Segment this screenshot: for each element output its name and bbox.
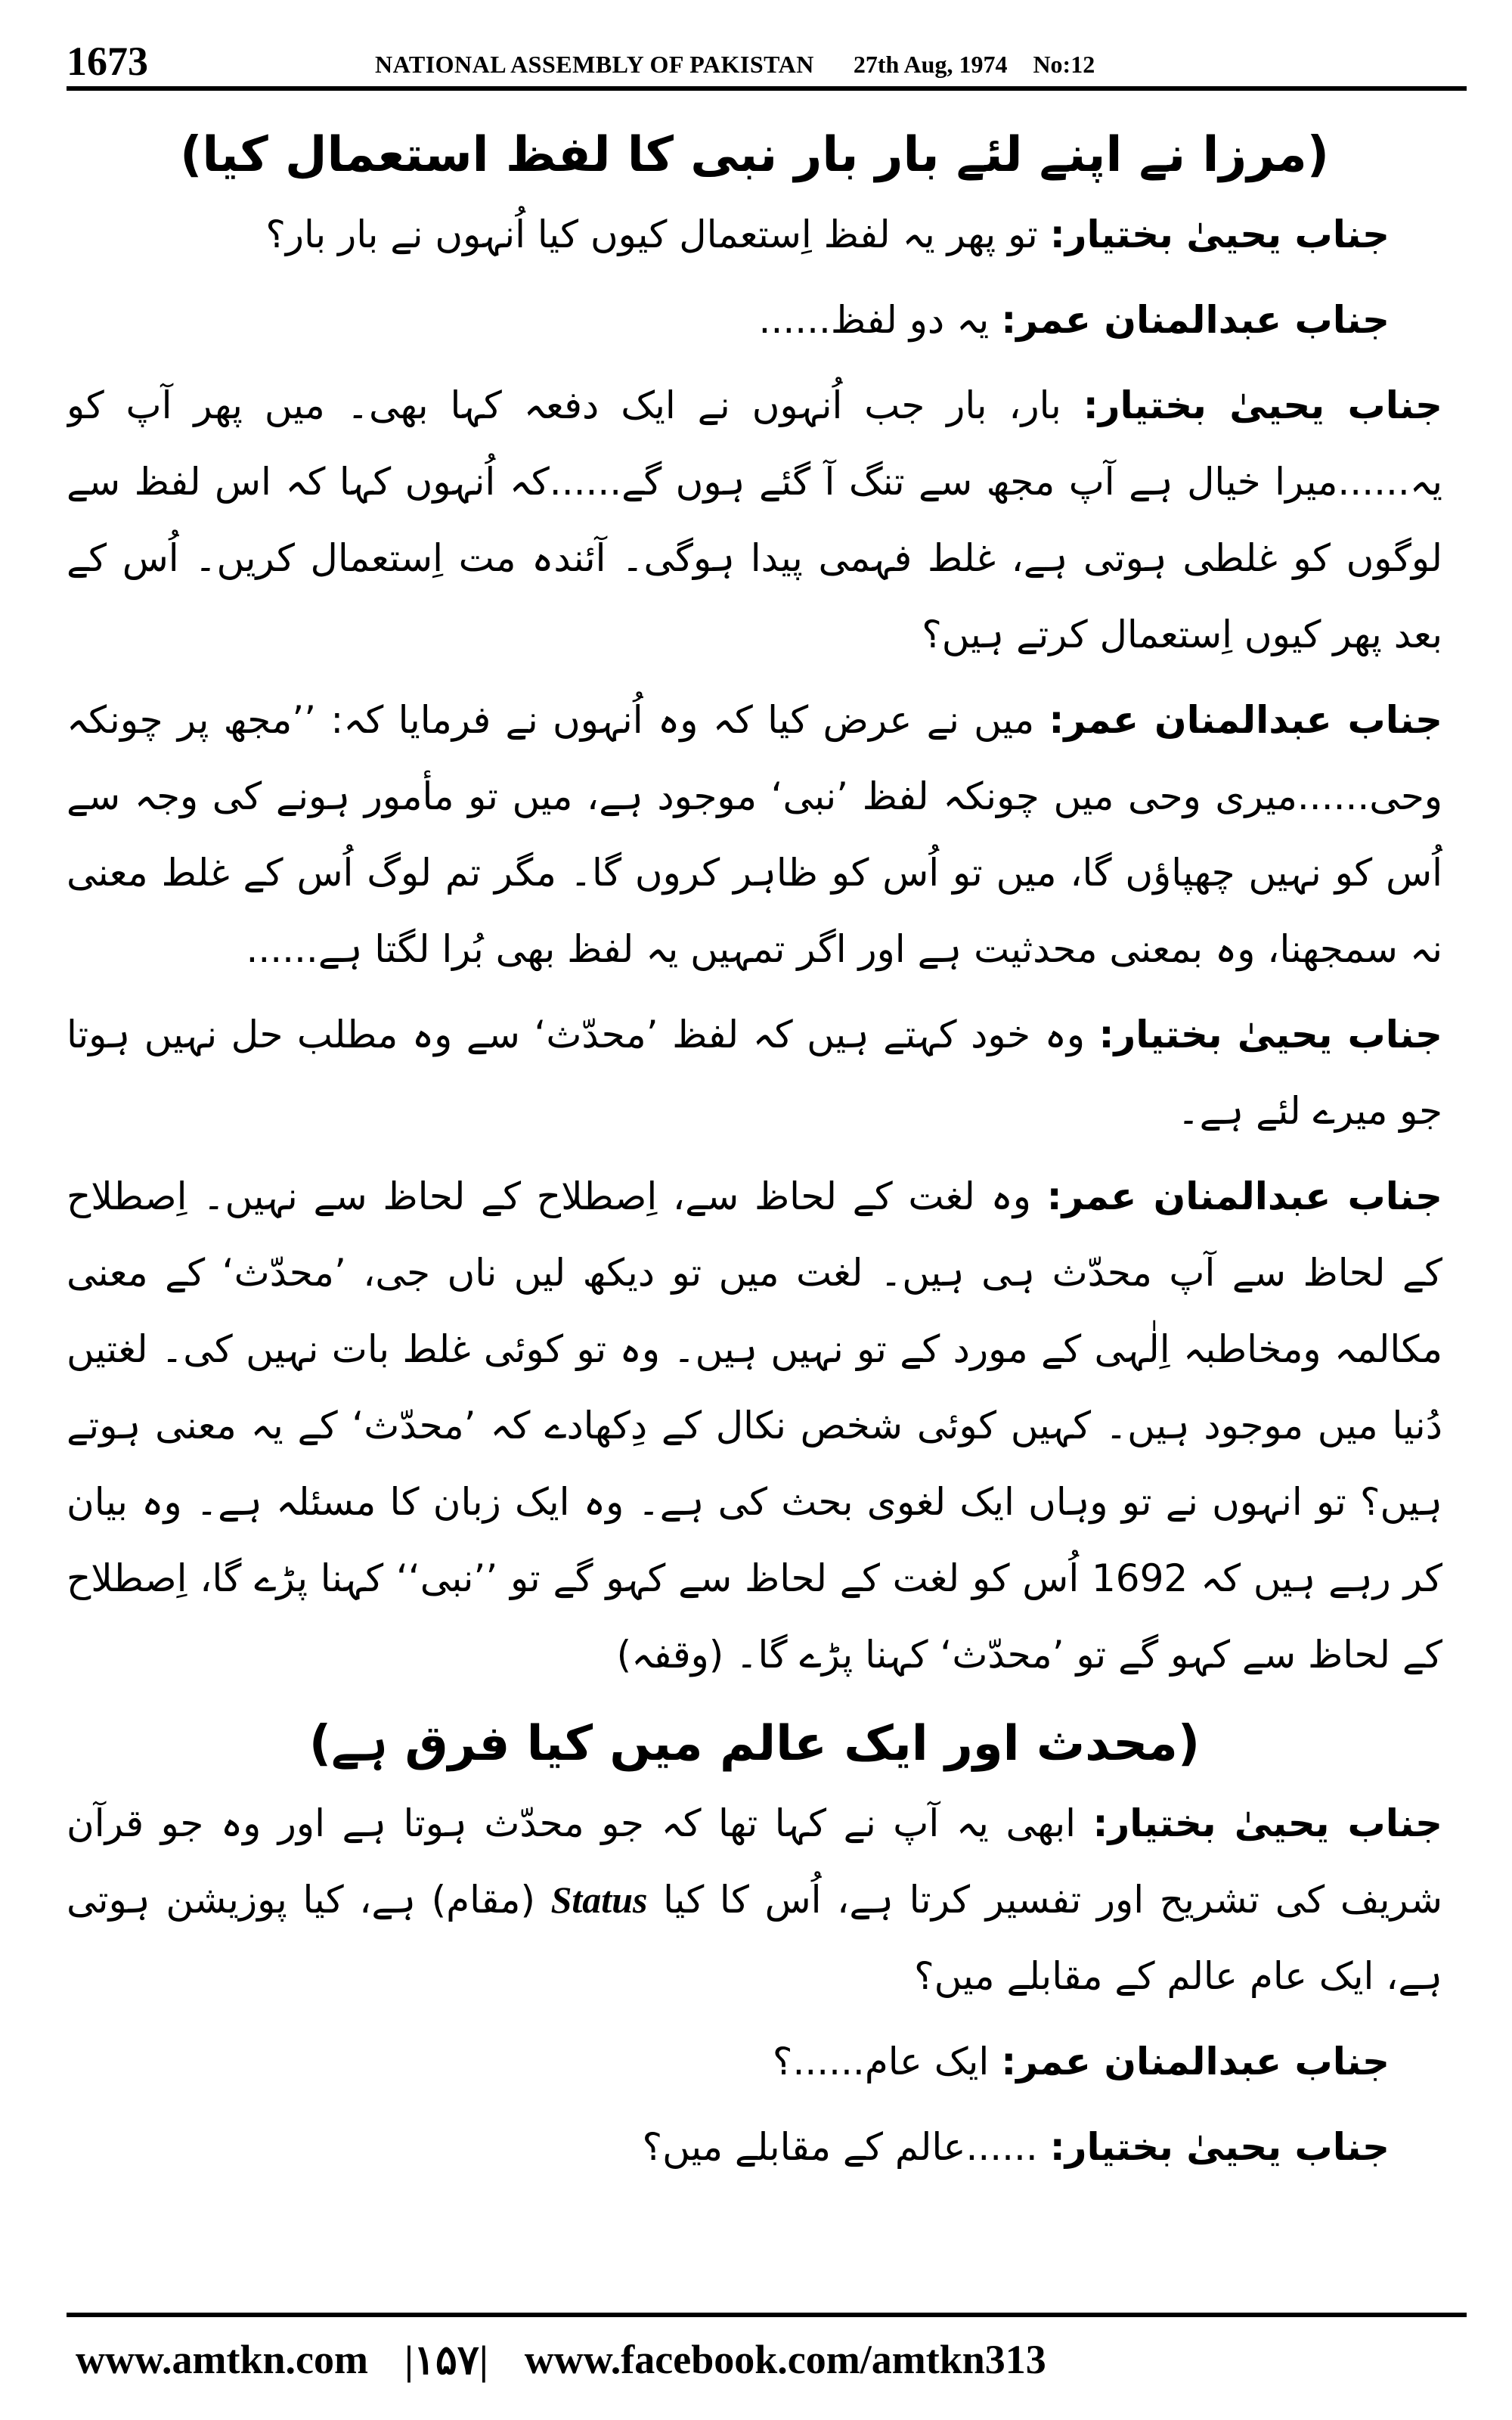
dialogue-text: بار، بار جب اُنہوں نے ایک دفعہ کہا بھی۔ میں پھر آپ کو یہ......میرا خیال ہے آپ مجھ سے تنگ آ گئے ہوں گے......کہ اُنہوں کہا کہ اس لفظ سے لوگوں کو غلطی ہوتی ہے، غلط فہمی پیدا ہوگی۔ آئندہ مت اِستعمال کریں۔ اُس کے بعد پھر کیوں اِستعمال کرتے ہیں؟ — [67, 383, 1442, 656]
section-heading: (مرزا نے اپنے لئے بار بار نبی کا لفظ استعمال کیا) — [180, 127, 1329, 183]
footer-facebook-link[interactable]: www.facebook.com/amtkn313 — [524, 2337, 1046, 2382]
speaker-name: جناب عبدالمنان عمر: — [1001, 298, 1390, 342]
section-heading: (محدث اور ایک عالم میں کیا فرق ہے) — [308, 1716, 1201, 1772]
dialogue-text: ایک عام......؟ — [772, 2040, 1002, 2083]
dialogue-text: میں نے عرض کیا کہ وہ اُنہوں نے فرمایا کہ: ’’مجھ پر چونکہ وحی......میری وحی میں چونکہ لفظ ’نبی‘ موجود ہے، میں تو مأمور ہونے کی وجہ سے اُس کو نہیں چھپاؤں گا، میں تو اُس کو ظاہر کروں گا۔ مگر تم لوگ اُس کے غلط معنی نہ سمجھنا، وہ بمعنی محدثیت ہے اور اگر تمہیں یہ لفظ بھی بُرا لگتا ہے...... — [67, 698, 1442, 971]
dialogue-paragraph — [67, 1159, 1442, 1693]
speaker-name: جناب عبدالمنان عمر: — [1049, 698, 1442, 742]
dialogue-paragraph — [67, 2109, 1442, 2186]
dialogue-paragraph — [67, 2024, 1442, 2100]
english-term: Status — [550, 1879, 648, 1921]
dialogue-paragraph — [67, 282, 1442, 358]
header-title: NATIONAL ASSEMBLY OF PAKISTAN — [375, 51, 814, 78]
dialogue-text: ......عالم کے مقابلے میں؟ — [642, 2125, 1050, 2169]
speaker-name: جناب یحییٰ بختیار: — [1092, 1801, 1442, 1845]
header-divider — [67, 86, 1467, 91]
header-issue: No:12 — [1033, 51, 1095, 78]
page-body — [67, 113, 1442, 2238]
speaker-name: جناب یحییٰ بختیار: — [1049, 213, 1390, 256]
dialogue-paragraph — [67, 1786, 1442, 2015]
page-footer — [76, 2329, 1467, 2390]
speaker-name: جناب یحییٰ بختیار: — [1098, 1013, 1442, 1056]
dialogue-text: ابھی یہ آپ نے کہا تھا کہ جو محدّث ہوتا ہے اور وہ جو قرآن شریف کی تشریح اور تفسیر کرتا ہے، اُس کا کیا — [67, 1801, 1442, 1922]
page-number: 1673 — [67, 39, 148, 84]
header-date: 27th Aug, 1974 — [853, 51, 1008, 78]
speaker-name: جناب یحییٰ بختیار: — [1083, 383, 1442, 427]
speaker-name: جناب یحییٰ بختیار: — [1049, 2125, 1390, 2169]
dialogue-text: یہ دو لفظ...... — [758, 298, 1002, 342]
footer-page-marker: |۱۵۷| — [404, 2337, 488, 2383]
speaker-name: جناب عبدالمنان عمر: — [1046, 1174, 1442, 1218]
dialogue-paragraph — [67, 197, 1442, 273]
dialogue-text: وہ خود کہتے ہیں کہ لفظ ’محدّث‘ سے وہ مطلب حل نہیں ہوتا جو میرے لئے ہے۔ — [67, 1013, 1442, 1133]
dialogue-text: وہ لغت کے لحاظ سے، اِصطلاح کے لحاظ سے نہیں۔ اِصطلاح کے لحاظ سے آپ محدّث ہی ہیں۔ لغت میں تو دیکھ لیں ناں جی، ’محدّث‘ کے معنی مکالمہ ومخاطبہ اِلٰہی کے مورد کے تو نہیں ہیں۔ وہ تو کوئی غلط بات نہیں کی۔ لغتیں دُنیا میں موجود ہیں۔ کہیں کوئی شخص نکال کے دِکھادے کہ ’محدّث‘ کے یہ معنی ہوتے ہیں؟ تو انہوں نے تو وہاں ایک لغوی بحث کی ہے۔ وہ ایک زبان کا مسئلہ ہے۔ وہ بیان کر رہے ہیں کہ 1692 اُس کو لغت کے لحاظ سے کہو گے تو ’’نبی‘‘ کہنا پڑے گا، اِصطلاح کے لحاظ سے کہو گے تو ’محدّث‘ کہنا پڑے گا۔ (وقفہ) — [67, 1174, 1442, 1677]
dialogue-paragraph — [67, 368, 1442, 673]
dialogue-paragraph — [67, 997, 1442, 1150]
footer-divider — [67, 2313, 1467, 2317]
dialogue-text: (مقام) ہے، کیا پوزیشن ہوتی ہے، ایک عام عالم کے مقابلے میں؟ — [67, 1878, 1442, 1998]
dialogue-paragraph — [67, 682, 1442, 988]
footer-website-link[interactable]: www.amtkn.com — [76, 2337, 368, 2382]
page-header — [67, 29, 1467, 82]
dialogue-text: تو پھر یہ لفظ اِستعمال کیوں کیا اُنہوں نے بار بار؟ — [265, 213, 1050, 256]
speaker-name: جناب عبدالمنان عمر: — [1001, 2040, 1390, 2083]
